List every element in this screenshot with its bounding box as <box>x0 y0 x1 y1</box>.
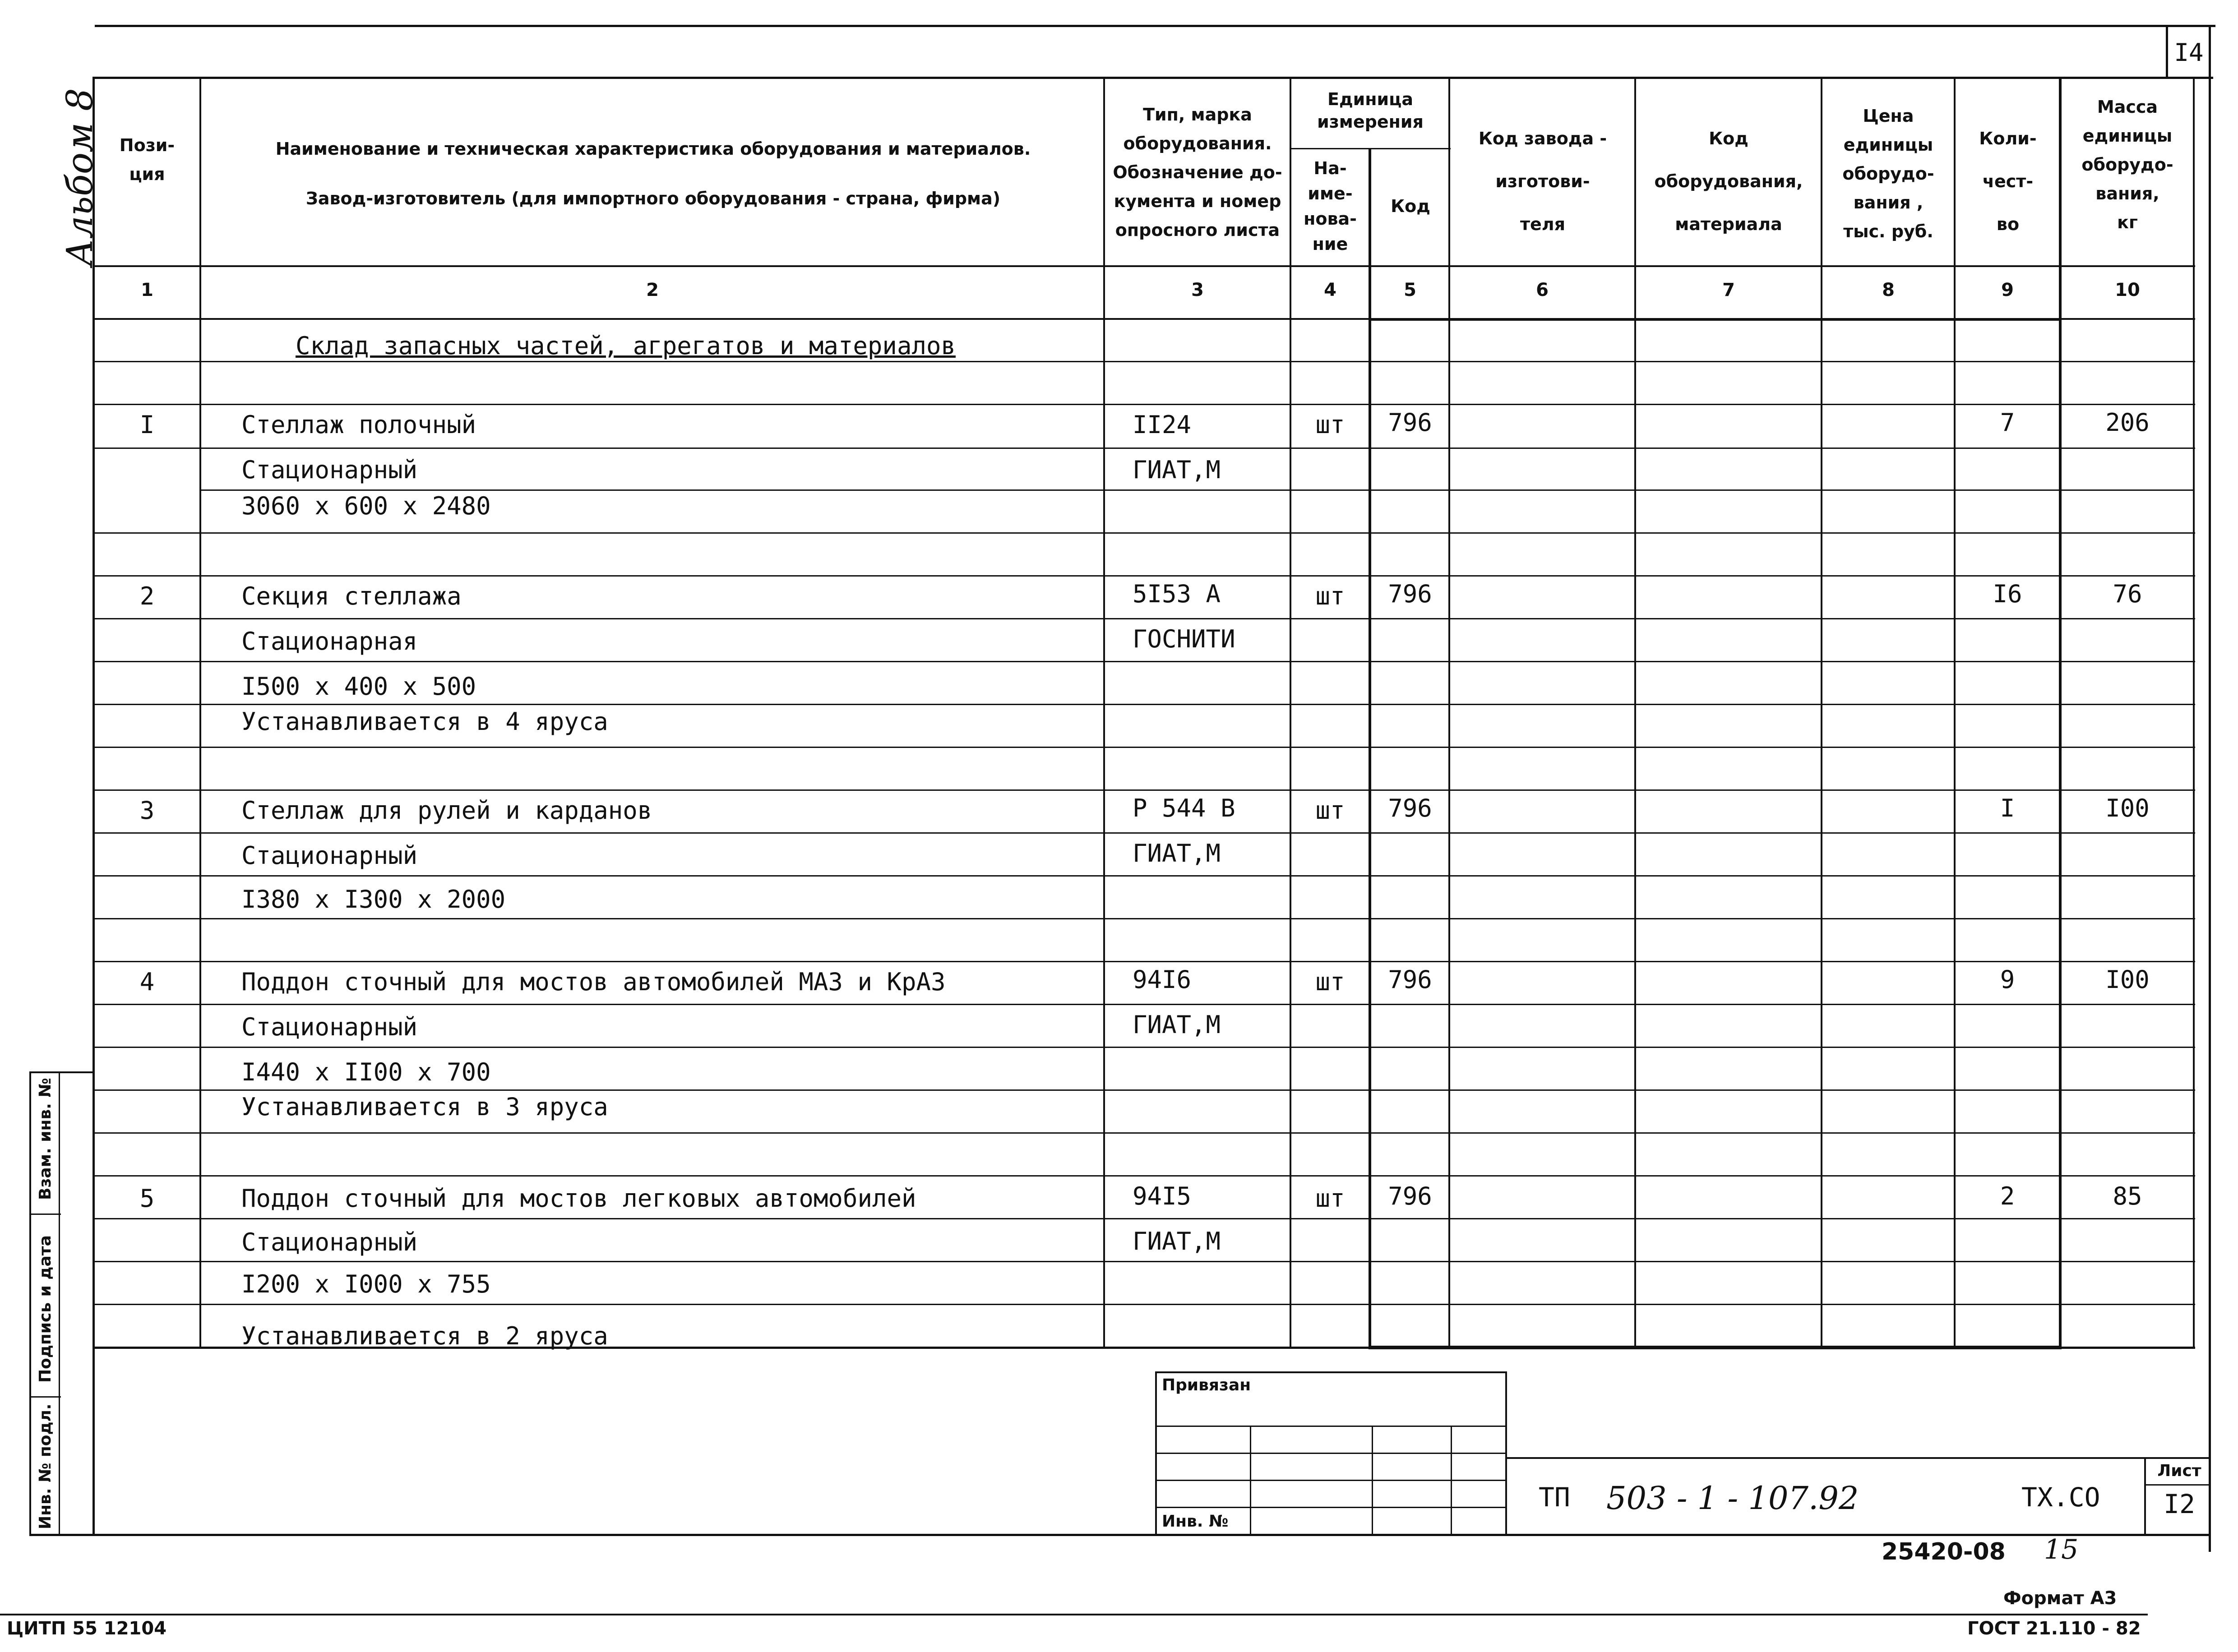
row-5-qty: 2 <box>2000 1182 2015 1210</box>
row-2-unit: шт <box>1315 582 1345 610</box>
header-type: Тип, марка оборудования. Обозначение до- кумента и номер опросного листа <box>1113 105 1282 240</box>
stamp-list-label: Лист <box>2157 1462 2201 1480</box>
stamp-inv-no: Инв. № <box>1162 1512 1229 1531</box>
row-3-line-2: Стационарный <box>241 841 418 870</box>
row-3-unit: шт <box>1315 796 1345 825</box>
row-3-name: Стеллаж для рулей и карданов <box>241 796 652 825</box>
row-1-line-2-type: ГИАТ,М <box>1133 456 1221 484</box>
colnum-2: 2 <box>646 280 659 300</box>
header-equipment-code: Код оборудования, материала <box>1654 129 1803 234</box>
row-4-mass: I00 <box>2105 965 2150 994</box>
row-1-type: II24 <box>1133 411 1192 439</box>
row-4-line-3: I440 x II00 x 700 <box>241 1058 491 1086</box>
colnum-1: 1 <box>141 280 153 300</box>
row-1-name: Стеллаж полочный <box>241 411 476 439</box>
row-3-line-2-type: ГИАТ,М <box>1133 839 1221 868</box>
stamp-project-code: 503 - 1 - 107.92 <box>1606 1480 1859 1517</box>
row-2-line-4: Устанавливается в 4 яруса <box>241 707 608 736</box>
row-2-mass: 76 <box>2113 580 2142 608</box>
section-title: Склад запасных частей, агрегатов и материалов <box>296 332 956 360</box>
row-3-line-3: I380 x I300 x 2000 <box>241 885 506 914</box>
margin-vzam-inv: Взам. инв. № <box>36 1078 55 1200</box>
row-1-position: I <box>139 411 155 439</box>
row-4-unit: шт <box>1315 968 1345 996</box>
row-5-type: 94I5 <box>1133 1182 1192 1210</box>
row-1-line-2: Стационарный <box>241 456 418 484</box>
row-2-line-2-type: ГОСНИТИ <box>1133 625 1235 653</box>
colnum-3: 3 <box>1191 280 1204 300</box>
header-unit-code: Код <box>1391 196 1430 216</box>
header-manufacturer-code: Код завода - изготови- теля <box>1478 129 1607 234</box>
row-1-code: 796 <box>1388 408 1432 437</box>
header-unit: Единица измерения <box>1317 89 1424 132</box>
colnum-7: 7 <box>1722 280 1735 300</box>
colnum-10: 10 <box>2115 280 2140 300</box>
sheet-number-top: I4 <box>2174 38 2204 67</box>
row-1-mass: 206 <box>2105 408 2150 437</box>
archive-number: 25420-08 <box>1882 1538 2006 1565</box>
colnum-4: 4 <box>1324 280 1336 300</box>
row-4-qty: 9 <box>2000 965 2015 994</box>
row-5-code: 796 <box>1388 1182 1432 1210</box>
row-3-type: Р 544 В <box>1133 794 1235 822</box>
row-4-line-2: Стационарный <box>241 1013 418 1041</box>
row-3-mass: I00 <box>2105 794 2150 822</box>
row-2-position: 2 <box>139 582 155 610</box>
row-2-qty: I6 <box>1993 580 2022 608</box>
row-5-mass: 85 <box>2113 1182 2142 1210</box>
row-4-line-2-type: ГИАТ,М <box>1133 1011 1221 1039</box>
header-quantity: Коли- чест- во <box>1979 129 2037 234</box>
margin-inv-podl: Инв. № подл. <box>36 1403 55 1529</box>
row-4-line-4: Устанавливается в 3 яруса <box>241 1093 608 1121</box>
row-4-code: 796 <box>1388 965 1432 994</box>
header-price: Цена единицы оборудо- вания , тыс. руб. <box>1842 106 1934 241</box>
row-4-position: 4 <box>139 968 155 996</box>
row-2-type: 5I53 А <box>1133 580 1221 608</box>
row-4-type: 94I6 <box>1133 965 1192 994</box>
row-1-qty: 7 <box>2000 408 2015 437</box>
header-unit-name: На- име- нова- ние <box>1304 158 1357 254</box>
row-3-position: 3 <box>139 796 155 825</box>
row-3-code: 796 <box>1388 794 1432 822</box>
stamp-project-prefix: ТП <box>1539 1482 1570 1513</box>
header-mass: Масса единицы оборудо- вания, кг <box>2081 97 2173 232</box>
row-5-name: Поддон сточный для мостов легковых автомобилей <box>241 1184 916 1213</box>
row-5-position: 5 <box>139 1184 155 1213</box>
row-5-line-3: I200 x I000 x 755 <box>241 1270 491 1298</box>
margin-podpis-data: Подпись и дата <box>36 1235 55 1383</box>
row-2-line-2: Стационарная <box>241 627 418 655</box>
row-5-line-2-type: ГИАТ,М <box>1133 1227 1221 1255</box>
row-2-name: Секция стеллажа <box>241 582 462 610</box>
colnum-9: 9 <box>2001 280 2014 300</box>
row-2-code: 796 <box>1388 580 1432 608</box>
format-label: Формат А3 <box>2003 1588 2117 1609</box>
stamp-privyazan: Привязан <box>1162 1376 1251 1394</box>
gost-label: ГОСТ 21.110 - 82 <box>1967 1618 2141 1639</box>
stamp-doc-code: ТХ.СО <box>2021 1482 2100 1513</box>
colnum-5: 5 <box>1404 280 1416 300</box>
header-position: Пози- ция <box>119 135 175 184</box>
row-5-line-2: Стационарный <box>241 1228 418 1256</box>
colnum-8: 8 <box>1882 280 1895 300</box>
stamp-list-number: I2 <box>2164 1489 2195 1519</box>
album-note: Альбом 8 <box>59 88 101 266</box>
row-1-line-3: 3060 x 600 x 2480 <box>241 492 491 520</box>
row-5-line-4: Устанавливается в 2 яруса <box>241 1322 608 1350</box>
row-4-name: Поддон сточный для мостов автомобилей МАЗ и КрАЗ <box>241 968 946 996</box>
row-3-qty: I <box>2000 794 2015 822</box>
row-5-unit: шт <box>1315 1184 1345 1213</box>
row-1-unit: шт <box>1315 411 1345 439</box>
row-2-line-3: I500 x 400 x 500 <box>241 672 476 701</box>
colnum-6: 6 <box>1536 280 1549 300</box>
header-name: Наименование и техническая характеристика оборудования и материалов. Завод-изготовитель (для импортного оборудования - страна, фирма) <box>275 139 1031 208</box>
ciitp-label: ЦИТП 55 12104 <box>7 1618 167 1639</box>
handwritten-page: 15 <box>2044 1534 2079 1565</box>
